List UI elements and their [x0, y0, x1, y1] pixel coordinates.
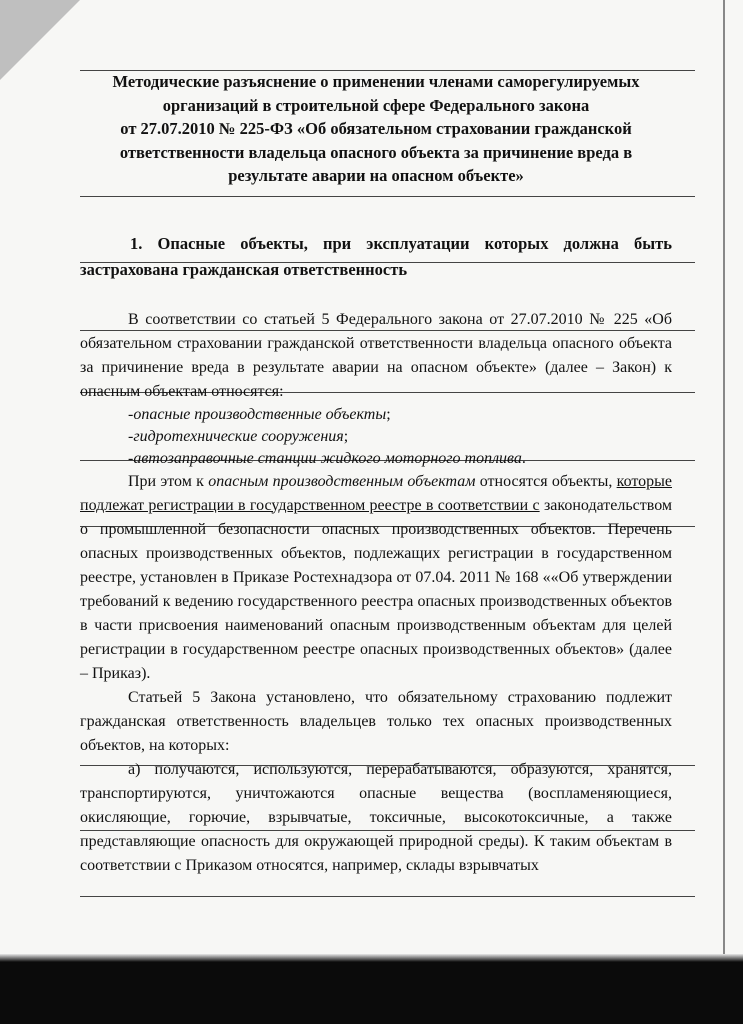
title-line: результате аварии на опасном объекте» — [228, 166, 524, 185]
paragraph: В соответствии со статьей 5 Федерального закона от 27.07.2010 № 225 «Об обязательном страховании гражданской ответственности владельца опасного объекта за причинение вреда в результате аварии на опасном объекте» (далее – Закон) к опасным объектам относятся: — [80, 310, 672, 400]
title-line: Методические разъяснение о применении членами саморегулируемых — [112, 72, 640, 91]
list-item: -гидротехнические сооружения; — [128, 427, 349, 445]
document-body — [80, 70, 672, 878]
section-heading — [80, 231, 672, 283]
paragraph: а) получаются, используются, перерабатываются, образуются, хранятся, транспортируются, уничтожаются опасные вещества (воспламеняющиеся, окисляющие, горючие, взрывчатые, токсичные, высокотоксичные, а также представляющие опасность для окружающей природной среды). К таким объектам в соответствии с Приказом относятся, например, склады взрывчатых — [80, 760, 672, 874]
list-item: -автозаправочные станции жидкого моторного топлива. — [128, 449, 526, 467]
list-item: -опасные производственные объекты; — [128, 405, 391, 423]
scan-dark-band — [0, 962, 743, 1024]
page-corner-fold — [0, 0, 80, 80]
scan-line — [80, 896, 695, 897]
paragraph: Статьей 5 Закона установлено, что обязательному страхованию подлежит гражданская ответственность владельцев только тех опасных производственных объектов, на которых: — [80, 688, 672, 754]
paragraph: При этом к опасным производственным объектам относятся объекты, которые подлежат регистрации в государственном реестре в соответствии с законодательством о промышленной безопасности опасных производственных объектов. Перечень опасных производственных объектов, подлежащих регистрации в государственном реестре, установлен в Приказе Ростехнадзора от 07.04. 2011 № 168 ««Об утверждении требований к ведению государственного реестра опасных производственных объектов в части присвоения наименований опасным производственным объектам для целей регистрации в государственном реестре опасных производственных объектов» (далее – Приказ). — [80, 472, 673, 682]
section-heading-text: 1. Опасные объекты, при эксплуатации которых должна быть застрахована гражданская ответственность — [80, 233, 672, 279]
document-title — [80, 70, 672, 188]
page-edge — [723, 0, 725, 960]
title-line: организаций в строительной сфере Федерального закона — [162, 95, 590, 115]
title-line: ответственности владельца опасного объекта за причинение вреда в — [119, 142, 633, 162]
title-line: от 27.07.2010 № 225-ФЗ «Об обязательном страховании гражданской — [120, 119, 632, 138]
